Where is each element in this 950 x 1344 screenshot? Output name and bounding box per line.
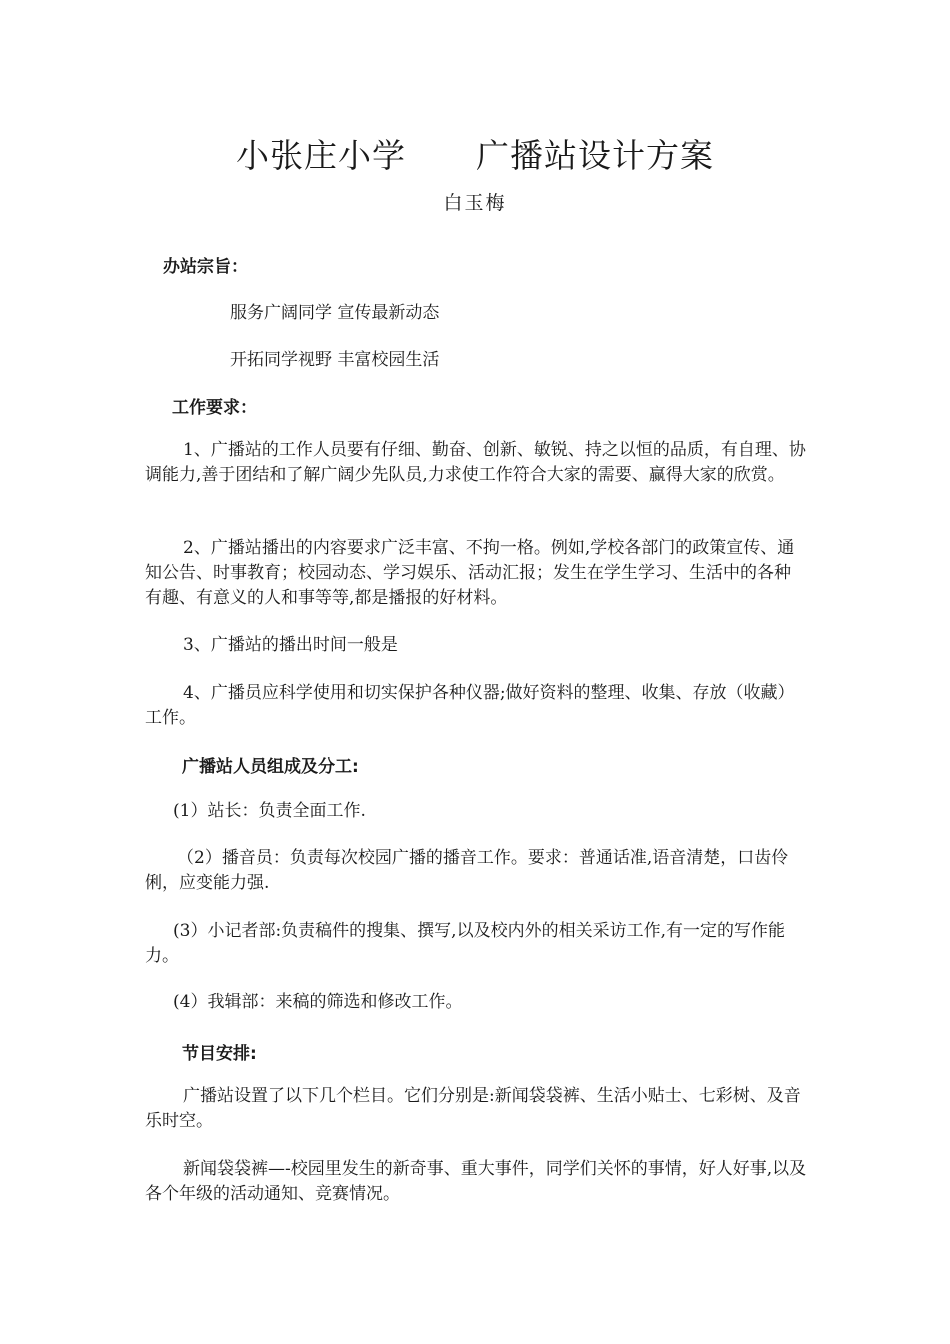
document-title [0,130,950,177]
program-paragraph-2: 新闻袋袋裤—-校园里发生的新奇事、重大事件，同学们关怀的事情，好人好事,以及各个年级的活动通知、竞赛情况。 [145,1159,807,1204]
heading-purpose: 办站宗旨： [163,257,248,277]
staff-item-1: (1）站长：负责全面工作. [173,801,366,821]
title-school: 小张庄小学 [236,136,406,175]
heading-staff: 广播站人员组成及分工: [182,757,359,777]
requirement-paragraph-4: 4、广播员应科学使用和切实保护各种仪器;做好资料的整理、收集、存放（收藏）工作。 [145,683,795,728]
heading-program: 节目安排: [182,1044,257,1064]
title-plan: 广播站设计方案 [476,136,714,175]
requirement-paragraph-2: 2、广播站播出的内容要求广泛丰富、不拘一格。例如,学校各部门的政策宣传、通知公告、时事教育；校园动态、学习娱乐、活动汇报；发生在学生学习、生活中的各种有趣、有意义的人和事等等,都是播报的好材料。 [145,538,795,608]
staff-item-3: (3）小记者部:负责稿件的搜集、撰写,以及校内外的相关采访工作,有一定的写作能力。 [145,921,785,966]
requirement-paragraph-1: 1、广播站的工作人员要有仔细、勤奋、创新、敏锐、持之以恒的品质，有自理、协调能力,善于团结和了解广阔少先队员,力求使工作符合大家的需要、赢得大家的欣赏。 [145,440,806,485]
purpose-line-1: 服务广阔同学 宣传最新动态 [230,303,440,323]
author-name: 白玉梅 [443,192,507,214]
heading-requirements: 工作要求： [172,398,257,418]
staff-item-4: (4）我辑部：来稿的筛选和修改工作。 [173,992,463,1012]
staff-item-2: （2）播音员：负责每次校园广播的播音工作。要求：普通话准,语音清楚，口齿伶俐，应变能力强. [145,848,789,893]
requirement-paragraph-3: 3、广播站的播出时间一般是 [183,635,398,655]
purpose-line-2: 开拓同学视野 丰富校园生活 [230,350,440,370]
program-paragraph-1: 广播站设置了以下几个栏目。它们分别是:新闻袋袋裤、生活小贴士、七彩树、及音乐时空。 [145,1086,801,1131]
